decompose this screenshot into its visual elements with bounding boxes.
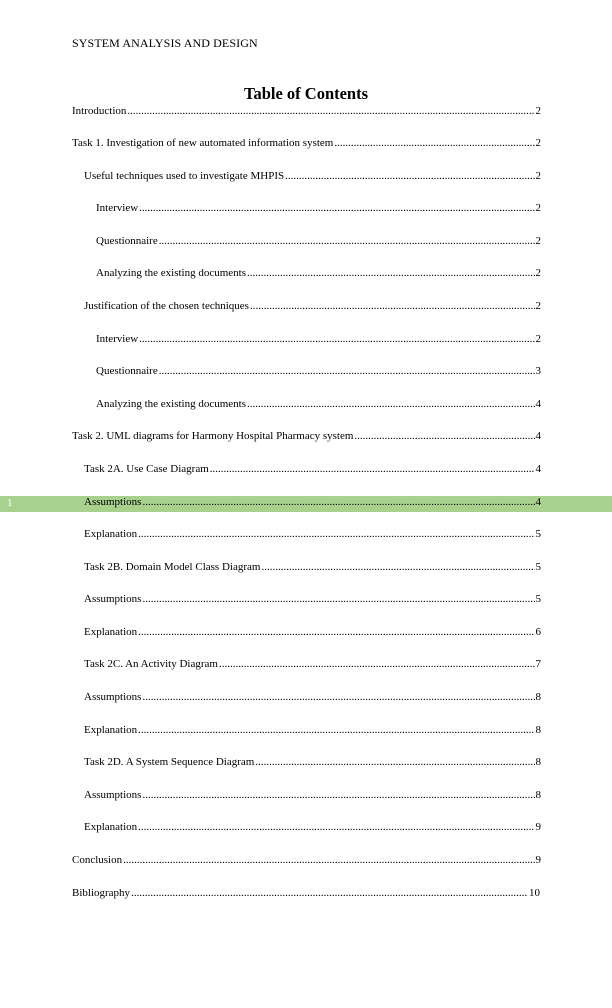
toc-entry[interactable]: Assumptions ..... 5 xyxy=(84,592,541,606)
toc-entry[interactable]: Conclusion ..... 9 xyxy=(72,853,541,867)
toc-entry[interactable]: Interview ..... 2 xyxy=(96,201,541,215)
running-header: SYSTEM ANALYSIS AND DESIGN xyxy=(72,36,258,50)
toc-entry[interactable]: Assumptions ..... 8 xyxy=(84,690,541,704)
toc-entry[interactable]: Analyzing the existing documents ..... 4 xyxy=(96,397,541,411)
toc-entry[interactable]: Task 2D. A System Sequence Diagram ..... 8 xyxy=(84,755,541,769)
toc-entry[interactable]: Explanation ..... 9 xyxy=(84,820,541,834)
toc-entry[interactable]: Useful techniques used to investigate MHPIS ..... 2 xyxy=(84,169,541,183)
toc-entry[interactable]: Explanation ..... 8 xyxy=(84,723,541,737)
line-number: 1 xyxy=(7,497,13,509)
toc-title: Table of Contents xyxy=(243,84,369,103)
toc-entry[interactable]: Task 2. UML diagrams for Harmony Hospital Pharmacy system ..... 4 xyxy=(72,429,541,443)
toc-entry[interactable]: Explanation ..... 5 xyxy=(84,527,541,541)
toc-entry[interactable]: Questionnaire ..... 3 xyxy=(96,364,541,378)
toc-entry[interactable]: Task 2C. An Activity Diagram ..... 7 xyxy=(84,657,541,671)
toc-entry[interactable]: Task 1. Investigation of new automated information system ..... 2 xyxy=(72,136,541,150)
toc-entry[interactable]: Analyzing the existing documents ..... 2 xyxy=(96,266,541,280)
toc-entry[interactable]: Bibliography ..... 10 xyxy=(72,886,540,900)
toc-entry[interactable]: Task 2A. Use Case Diagram ..... 4 xyxy=(84,462,541,476)
toc-entry[interactable]: Task 2B. Domain Model Class Diagram ..... 5 xyxy=(84,560,541,574)
toc-entry[interactable]: Interview ..... 2 xyxy=(96,332,541,346)
toc-entry[interactable]: Questionnaire ..... 2 xyxy=(96,234,541,248)
toc-entry[interactable]: Justification of the chosen techniques ..... 2 xyxy=(84,299,541,313)
toc-entry[interactable]: Introduction ..... 2 xyxy=(72,104,541,118)
toc-entry[interactable]: Explanation ..... 6 xyxy=(84,625,541,639)
toc-entry[interactable]: Assumptions ..... 8 xyxy=(84,788,541,802)
toc-entry[interactable]: Assumptions ..... 4 xyxy=(84,495,541,509)
